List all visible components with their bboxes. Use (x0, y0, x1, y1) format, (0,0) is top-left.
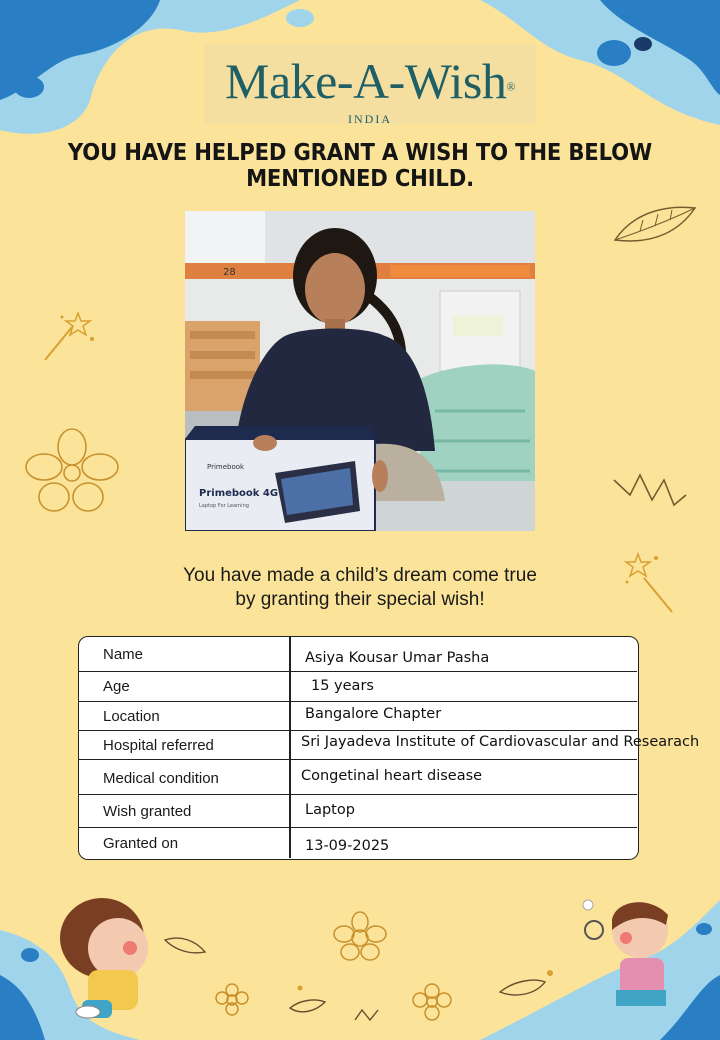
child-photo (185, 211, 535, 531)
bottom-illustrations (0, 870, 720, 1040)
row-value: 15 years (311, 678, 374, 694)
flower-icon (22, 425, 122, 515)
boy-illustration (583, 900, 668, 1006)
row-label: Age (103, 678, 130, 695)
table-row (79, 637, 637, 672)
leaf-icon (610, 200, 700, 250)
table-row (79, 828, 637, 858)
row-value: Laptop (305, 802, 355, 818)
row-value: Asiya Kousar Umar Pasha (305, 650, 490, 666)
box-model: Primebook 4G (199, 488, 279, 499)
tagline-line1: You have made a child’s dream come true (183, 565, 537, 586)
girl-illustration (60, 898, 148, 1018)
row-label: Hospital referred (103, 737, 214, 754)
page-headline: YOU HAVE HELPED GRANT A WISH TO THE BELOW MENTIONED CHILD. (67, 140, 653, 192)
row-label: Medical condition (103, 770, 219, 787)
details-table (78, 636, 700, 860)
box-tagline: Laptop For Learning (199, 503, 249, 509)
make-a-wish-logo (204, 44, 536, 124)
row-value: 13-09-2025 (305, 838, 390, 854)
row-value: Bangalore Chapter (305, 706, 442, 722)
table-row (79, 760, 637, 795)
logo-wordmark: Make-A-Wish® (225, 53, 515, 109)
table-row (79, 731, 700, 760)
tagline (0, 564, 720, 612)
table-row (79, 795, 637, 828)
tagline-line2: by granting their special wish! (235, 589, 485, 610)
row-label: Wish granted (103, 803, 192, 820)
row-value: Congetinal heart disease (301, 768, 483, 784)
row-label: Name (103, 646, 144, 663)
box-brand: Primebook (207, 463, 245, 471)
ward-number: 28 (223, 267, 236, 278)
row-label: Location (103, 708, 160, 725)
logo-subtitle: INDIA (348, 111, 392, 126)
zigzag-icon (612, 470, 692, 520)
row-value: Sri Jayadeva Institute of Cardiovascular and Researach (301, 734, 700, 750)
table-row (79, 672, 637, 702)
magic-wand-icon (40, 305, 100, 365)
table-row (79, 702, 637, 731)
row-label: Granted on (103, 835, 179, 852)
